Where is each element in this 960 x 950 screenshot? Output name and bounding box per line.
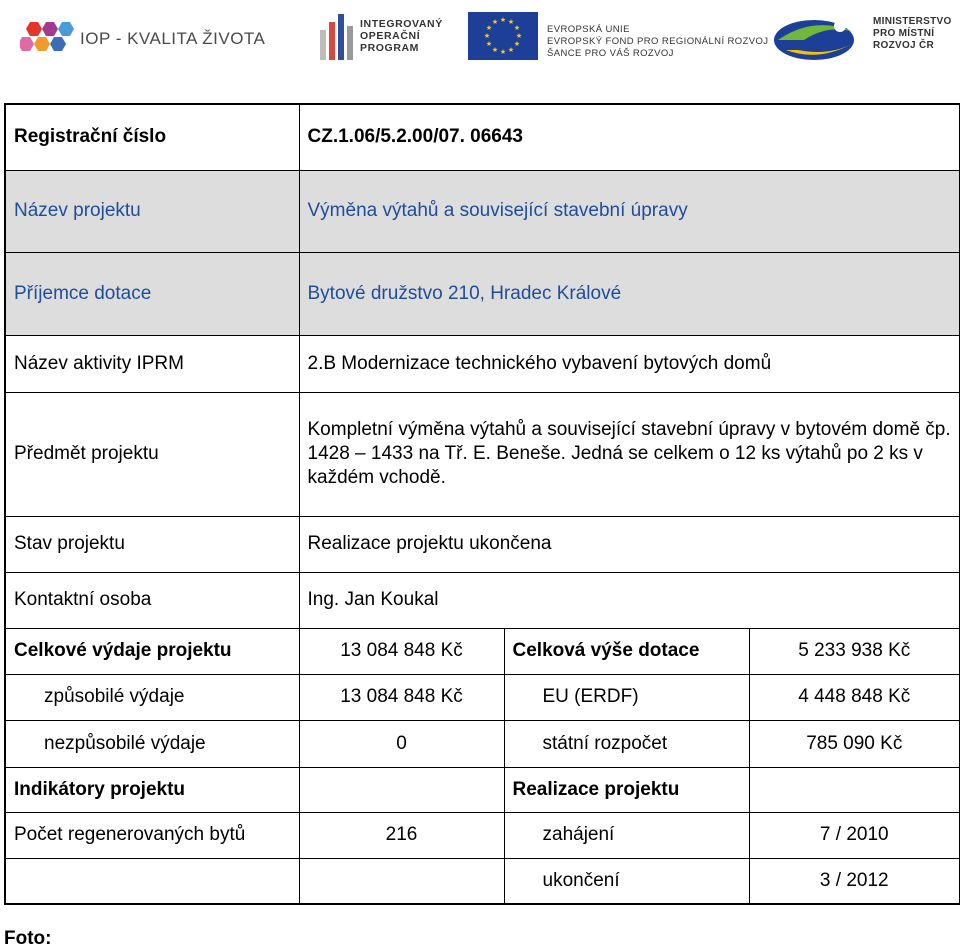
- row-pocet-bytu: [5, 812, 960, 858]
- value-nazev-aktivity: 2.B Modernizace technického vybavení bytových domů: [299, 335, 960, 392]
- label-statni-rozpocet: státní rozpočet: [504, 720, 749, 767]
- value-predmet-projektu: Kompletní výměna výtahů a související stavební úpravy v bytovém domě čp. 1428 – 1433 na Tř. E. Beneše. Jedná se celkem o 12 ks výtahů po 2 ks v každém vchodě.: [299, 392, 960, 516]
- mmr-line-3: ROZVOJ ČR: [873, 40, 935, 51]
- value-nezpusobile-vydaje: 0: [299, 720, 504, 767]
- value-zpusobile-vydaje: 13 084 848 Kč: [299, 674, 504, 720]
- svg-text:★: ★: [507, 46, 515, 54]
- row-prijemce-dotace: [5, 252, 960, 335]
- project-info-table: [4, 103, 960, 905]
- integrovany-program-logo: [318, 12, 453, 62]
- iop-logo: [20, 18, 266, 58]
- value-kontaktni-osoba: Ing. Jan Koukal: [299, 572, 960, 628]
- label-celkova-dotace: Celková výše dotace: [504, 628, 749, 674]
- empty-cell-ukonceni-1: [5, 858, 299, 904]
- value-pocet-bytu: 216: [299, 812, 504, 858]
- row-indikatory: [5, 767, 960, 812]
- empty-cell-realizace: [749, 767, 960, 812]
- svg-text:★: ★: [499, 48, 507, 56]
- eu-line-3: ŠANCE PRO VÁŠ ROZVOJ: [547, 48, 674, 59]
- eu-flag-icon: [468, 12, 538, 60]
- value-ukonceni: 3 / 2012: [749, 858, 960, 904]
- eu-line-2: EVROPSKÝ FOND PRO REGIONÁLNÍ ROZVOJ: [547, 36, 769, 47]
- value-prijemce-dotace: Bytové družstvo 210, Hradec Králové: [299, 252, 960, 335]
- iop-logo-text: IOP - KVALITA ŽIVOTA: [80, 29, 266, 48]
- empty-cell-ukonceni-2: [299, 858, 504, 904]
- svg-text:★: ★: [499, 16, 507, 24]
- iprog-line-1: INTEGROVANÝ: [360, 18, 443, 30]
- value-statni-rozpocet: 785 090 Kč: [749, 720, 960, 767]
- label-predmet-projektu: Předmět projektu: [5, 392, 299, 516]
- label-nazev-aktivity: Název aktivity IPRM: [5, 335, 299, 392]
- iprog-line-2: OPERAČNÍ: [360, 30, 421, 42]
- svg-text:★: ★: [483, 32, 491, 40]
- logo-header: [0, 0, 960, 70]
- value-celkova-dotace: 5 233 938 Kč: [749, 628, 960, 674]
- iprog-line-3: PROGRAM: [360, 42, 420, 54]
- value-stav-projektu: Realizace projektu ukončena: [299, 516, 960, 572]
- row-stav-projektu: [5, 516, 960, 572]
- label-zpusobile-vydaje: způsobilé výdaje: [5, 674, 299, 720]
- value-eu-erdf: 4 448 848 Kč: [749, 674, 960, 720]
- svg-text:★: ★: [507, 18, 515, 26]
- value-celkove-vydaje: 13 084 848 Kč: [299, 628, 504, 674]
- hexagon-cluster-icon: [20, 18, 76, 58]
- value-nazev-projektu: Výměna výtahů a související stavební úpravy: [299, 170, 960, 252]
- label-nezpusobile-vydaje: nezpůsobilé výdaje: [5, 720, 299, 767]
- label-realizace-projektu: Realizace projektu: [504, 767, 749, 812]
- label-nazev-projektu: Název projektu: [5, 170, 299, 252]
- label-pocet-bytu: Počet regenerovaných bytů: [5, 812, 299, 858]
- svg-text:★: ★: [485, 24, 493, 32]
- svg-text:★: ★: [515, 32, 523, 40]
- empty-cell-indikatory: [299, 767, 504, 812]
- svg-text:★: ★: [485, 40, 493, 48]
- label-indikatory-projektu: Indikátory projektu: [5, 767, 299, 812]
- row-ukonceni: [5, 858, 960, 904]
- label-eu-erdf: EU (ERDF): [504, 674, 749, 720]
- row-zpusobile-vydaje: [5, 674, 960, 720]
- svg-text:★: ★: [513, 40, 521, 48]
- foto-label: Foto:: [4, 928, 52, 949]
- row-nezpusobile-vydaje: [5, 720, 960, 767]
- mmr-emblem-icon: [768, 10, 868, 65]
- label-stav-projektu: Stav projektu: [5, 516, 299, 572]
- value-registracni-cislo: CZ.1.06/5.2.00/07. 06643: [299, 104, 960, 170]
- mmr-line-1: MINISTERSTVO: [873, 16, 952, 27]
- svg-text:★: ★: [491, 18, 499, 26]
- eu-line-1: EVROPSKÁ UNIE: [547, 24, 630, 35]
- mmr-line-2: PRO MÍSTNÍ: [873, 28, 935, 39]
- row-nazev-projektu: [5, 170, 960, 252]
- label-prijemce-dotace: Příjemce dotace: [5, 252, 299, 335]
- eu-logo: [468, 12, 769, 62]
- label-celkove-vydaje: Celkové výdaje projektu: [5, 628, 299, 674]
- value-zahajeni: 7 / 2010: [749, 812, 960, 858]
- row-predmet-projektu: [5, 392, 960, 516]
- program-bars-icon: [318, 12, 358, 62]
- label-ukonceni: ukončení: [504, 858, 749, 904]
- svg-text:★: ★: [491, 46, 499, 54]
- row-kontaktni-osoba: [5, 572, 960, 628]
- row-registracni-cislo: [5, 104, 960, 170]
- label-registracni-cislo: Registrační číslo: [5, 104, 299, 170]
- row-nazev-aktivity: [5, 335, 960, 392]
- svg-text:★: ★: [513, 24, 521, 32]
- label-kontaktni-osoba: Kontaktní osoba: [5, 572, 299, 628]
- row-celkove-vydaje: [5, 628, 960, 674]
- label-zahajeni: zahájení: [504, 812, 749, 858]
- mmr-logo: [768, 10, 958, 65]
